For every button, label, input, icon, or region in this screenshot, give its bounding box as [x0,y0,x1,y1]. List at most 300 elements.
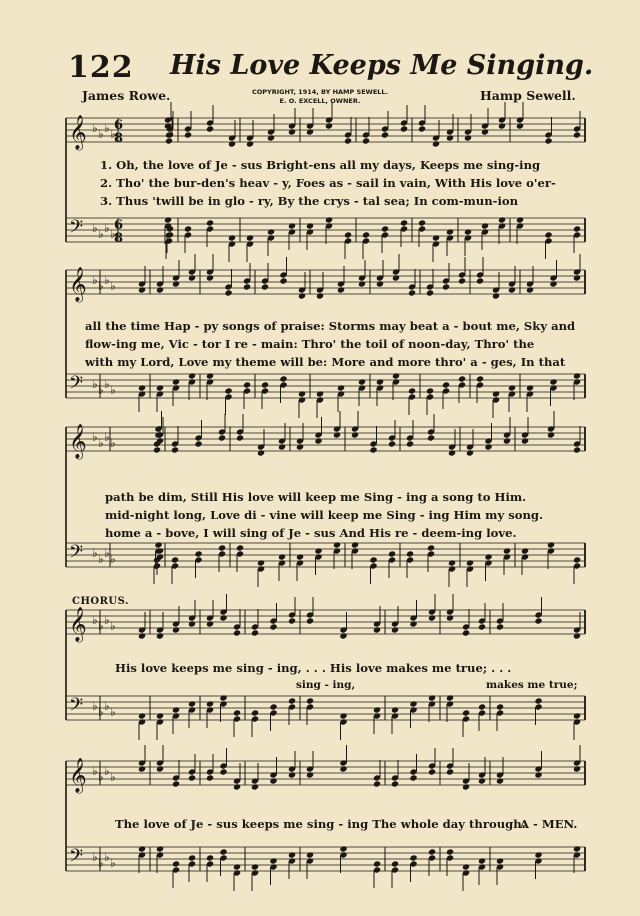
note-head [296,553,304,560]
note-head [426,289,434,296]
flat-sign: ♭ [98,279,104,293]
note-head [351,431,359,438]
note-head [427,434,435,441]
note-head [325,122,333,129]
note-head [344,137,352,144]
note-head [267,228,275,235]
note-head [369,446,377,453]
note-head [269,623,277,630]
note-head [503,437,511,444]
note-head [464,134,472,141]
note-head [165,137,173,144]
note-head [246,140,254,147]
treble-clef: 𝄞 [69,115,87,150]
note-head [138,845,146,852]
note-head [156,845,164,852]
note-head [188,774,196,781]
verse-2-line-1: 2. Tho' the bur-den's heav - y, Foes as - sail in vain, With His love o'er- [100,176,556,190]
note-head [236,544,244,551]
note-head [373,860,381,867]
note-head [257,449,265,456]
flat-sign: ♭ [104,546,110,560]
note-head [508,384,516,391]
note-head [351,541,359,548]
note-head [428,694,436,701]
note-head [156,712,164,719]
note-head [547,541,555,548]
note-head [464,228,472,235]
note-head [206,219,214,226]
chorus-line-1: His love keeps me sing - ing, . . . His love makes me true; . . . [115,661,512,675]
note-head [400,219,408,226]
note-head [298,390,306,397]
note-head [573,131,581,138]
flat-sign: ♭ [110,279,116,293]
note-head [462,629,470,636]
note-head [462,863,470,870]
note-head [496,703,504,710]
note-head [171,446,179,453]
note-head [462,709,470,716]
note-head [269,777,277,784]
flat-sign: ♭ [92,121,98,135]
note-head [427,544,435,551]
chorus-echo-2: makes me true; [486,679,578,691]
note-head [484,553,492,560]
flat-sign: ♭ [92,850,98,864]
note-head [446,848,454,855]
note-head [138,384,146,391]
note-head [261,283,269,290]
note-head [446,614,454,621]
note-head [251,629,259,636]
note-head [206,854,214,861]
flat-sign: ♭ [98,227,104,241]
chorus-echo-1: sing - ing, [296,679,356,691]
note-head [339,765,347,772]
flat-sign: ♭ [110,436,116,450]
note-head [521,547,529,554]
note-head [544,137,552,144]
note-head [481,128,489,135]
note-head [381,131,389,138]
note-head [373,780,381,787]
note-head [269,857,277,864]
note-head [409,854,417,861]
flat-sign: ♭ [104,699,110,713]
note-head [432,140,440,147]
chorus-line-2: The love of Je - sus keeps me sing - ing The whole day through. [115,817,526,831]
note-head [288,222,296,229]
note-head [466,559,474,566]
note-head [316,292,324,299]
note-head [206,372,214,379]
flat-sign: ♭ [92,273,98,287]
flat-sign: ♭ [92,377,98,391]
note-head [428,848,436,855]
note-head [358,280,366,287]
note-head [478,703,486,710]
flat-sign: ♭ [110,619,116,633]
note-head [534,617,542,624]
time-signature-bottom: 8 [114,131,124,146]
note-head [547,431,555,438]
flat-sign: ♭ [104,121,110,135]
note-head [172,706,180,713]
note-head [171,556,179,563]
note-head [418,219,426,226]
treble-clef: 𝄞 [69,424,87,459]
verse-1-line-2: all the time Hap - py songs of praise: Storms may beat a - bout me, Sky and [85,319,576,333]
note-head [154,541,162,548]
note-head [458,375,466,382]
flat-sign: ♭ [104,764,110,778]
note-head [314,437,322,444]
time-signature-bottom: 8 [114,231,124,246]
note-head [172,626,180,633]
note-head [278,553,286,560]
note-head [288,697,296,704]
note-head [333,431,341,438]
note-head [194,440,202,447]
note-head [288,617,296,624]
note-head [306,851,314,858]
note-head [261,381,269,388]
note-head [496,623,504,630]
note-head [388,550,396,557]
note-head [573,765,581,772]
note-head [288,128,296,135]
note-head [138,286,146,293]
note-head [228,140,236,147]
note-head [409,620,417,627]
flat-sign: ♭ [92,430,98,444]
note-head [573,274,581,281]
note-head [362,231,370,238]
note-head [219,694,227,701]
note-head [432,234,440,241]
verse-2-line-2: flow-ing me, Vic - tor I re - main: Thro' the toil of noon-day, Thro' the [85,337,535,351]
flat-sign: ♭ [110,552,116,566]
note-head [549,280,557,287]
note-head [526,286,534,293]
note-head [516,122,524,129]
flat-sign: ♭ [92,613,98,627]
note-head [224,387,232,394]
verse-3-line-1: 3. Thus 'twill be in glo - ry, By the crys - tal sea; In com-mun-ion [100,194,519,208]
flat-sign: ♭ [98,383,104,397]
time-signature-top: 6 [114,218,124,233]
note-head [138,765,146,772]
flat-sign: ♭ [104,273,110,287]
note-head [534,697,542,704]
flat-sign: ♭ [110,770,116,784]
note-head [306,617,314,624]
note-head [442,381,450,388]
note-head [194,550,202,557]
note-head [138,712,146,719]
note-head [516,216,524,223]
composer: Hamp Sewell. [480,88,576,103]
note-head [337,384,345,391]
note-head [573,632,581,639]
note-head [166,131,174,138]
note-head [233,783,241,790]
flat-sign: ♭ [92,546,98,560]
flat-sign: ♭ [104,377,110,391]
note-head [325,216,333,223]
note-head [446,694,454,701]
flat-sign: ♭ [104,613,110,627]
note-head [298,292,306,299]
treble-clef: 𝄞 [69,758,87,793]
bass-clef: 𝄢 [69,217,84,242]
note-head [188,372,196,379]
note-head [418,125,426,132]
note-head [233,863,241,870]
note-head [466,449,474,456]
note-head [153,446,161,453]
note-head [228,234,236,241]
note-head [526,384,534,391]
note-head [164,216,172,223]
flat-sign: ♭ [92,699,98,713]
note-head [358,378,366,385]
note-head [172,780,180,787]
note-head [573,556,581,563]
note-head [206,700,214,707]
flat-sign: ♭ [110,383,116,397]
note-head [481,222,489,229]
note-head [376,378,384,385]
note-head [478,857,486,864]
flat-sign: ♭ [98,856,104,870]
note-head [314,547,322,554]
note-head [448,449,456,456]
note-head [446,228,454,235]
note-head [446,134,454,141]
note-head [188,274,196,281]
note-head [219,768,227,775]
note-head [381,225,389,232]
note-head [391,626,399,633]
hymn-title: His Love Keeps Me Singing. [170,50,594,81]
note-head [496,777,504,784]
note-head [184,131,192,138]
note-head [333,541,341,548]
bass-clef: 𝄢 [69,542,84,567]
note-head [369,556,377,563]
note-head [492,292,500,299]
flat-sign: ♭ [92,221,98,235]
flat-sign: ♭ [110,227,116,241]
hymn-number: 122 [68,50,134,85]
note-head [503,547,511,554]
note-head [288,771,296,778]
flat-sign: ♭ [98,770,104,784]
note-head [442,283,450,290]
note-head [316,390,324,397]
note-head [573,372,581,379]
note-head [156,384,164,391]
note-head [156,632,164,639]
bass-clef: 𝄢 [69,373,84,398]
treble-clef: 𝄞 [69,607,87,642]
verse-1-line-3: path be dim, Still His love will keep me Sing - ing a song to Him. [105,490,527,504]
bass-clef: 𝄢 [69,846,84,871]
note-head [476,277,484,284]
amen: A - MEN. [520,817,578,831]
note-head [534,851,542,858]
flat-sign: ♭ [98,552,104,566]
note-head [156,765,164,772]
flat-sign: ♭ [110,705,116,719]
note-head [243,381,251,388]
flat-sign: ♭ [98,436,104,450]
note-head [188,854,196,861]
note-head [206,620,214,627]
note-head [498,122,506,129]
flat-sign: ♭ [98,127,104,141]
flat-sign: ♭ [104,221,110,235]
flat-sign: ♭ [110,127,116,141]
note-head [306,771,314,778]
flat-sign: ♭ [104,430,110,444]
note-head [508,286,516,293]
note-head [233,709,241,716]
note-head [206,125,214,132]
note-head [339,845,347,852]
note-head [172,860,180,867]
note-head [534,771,542,778]
note-head [573,845,581,852]
copyright-notice: COPYRIGHT, 1914, BY HAMP SEWELL. E. O. EXCELL, OWNER. [251,88,389,105]
note-head [288,851,296,858]
note-head [428,768,436,775]
note-head [188,700,196,707]
note-head [279,375,287,382]
note-head [296,443,304,450]
note-head [251,783,259,790]
note-head [337,286,345,293]
note-head [408,289,416,296]
note-head [251,863,259,870]
note-head [219,614,227,621]
verse-3-line-2: with my Lord, Love my theme will be: More and more thro' a - ges, In that [85,355,566,369]
note-head [278,443,286,450]
note-head [257,559,265,566]
note-head [521,437,529,444]
verse-3-line-3: home a - bove, I will sing of Je - sus And His re - deem-ing love. [105,526,517,540]
note-head [406,550,414,557]
note-head [573,225,581,232]
note-head [339,712,347,719]
note-head [236,434,244,441]
note-head [243,283,251,290]
note-head [246,234,254,241]
flat-sign: ♭ [98,705,104,719]
note-head [184,225,192,232]
note-head [218,544,226,551]
flat-sign: ♭ [92,764,98,778]
note-head [406,440,414,447]
note-head [428,614,436,621]
time-signature-top: 6 [114,118,124,133]
note-head [392,274,400,281]
chorus-label: CHORUS. [72,596,129,607]
note-head [549,378,557,385]
flat-sign: ♭ [98,619,104,633]
note-head [544,231,552,238]
note-head [224,289,232,296]
note-head [269,703,277,710]
note-head [391,860,399,867]
lyricist: James Rowe. [82,88,171,103]
note-head [496,857,504,864]
note-head [476,375,484,382]
note-head [573,712,581,719]
note-head [306,697,314,704]
note-head [138,632,146,639]
flat-sign: ♭ [104,850,110,864]
note-head [373,626,381,633]
note-head [172,280,180,287]
note-head [267,134,275,141]
note-head [392,372,400,379]
note-head [478,623,486,630]
note-head [206,774,214,781]
note-head [279,277,287,284]
note-head [498,216,506,223]
note-head [218,434,226,441]
note-head [478,777,486,784]
note-head [448,559,456,566]
note-head [376,280,384,287]
note-head [409,774,417,781]
note-head [172,378,180,385]
note-head [388,440,396,447]
note-head [484,443,492,450]
treble-clef: 𝄞 [69,267,87,302]
note-head [462,783,470,790]
note-head [373,706,381,713]
note-head [426,387,434,394]
note-head [233,629,241,636]
bass-clef: 𝄢 [69,695,84,720]
note-head [188,620,196,627]
note-head [446,768,454,775]
note-head [409,700,417,707]
note-head [458,277,466,284]
note-head [206,274,214,281]
verse-1-line-1: 1. Oh, the love of Je - sus Bright-ens all my days, Keeps me sing-ing [100,158,541,172]
note-head [391,780,399,787]
note-head [573,446,581,453]
note-head [156,286,164,293]
verse-2-line-3: mid-night long, Love di - vine will keep me Sing - ing Him my song. [105,508,544,522]
note-head [219,848,227,855]
note-head [492,390,500,397]
note-head [339,632,347,639]
note-head [362,137,370,144]
note-head [344,231,352,238]
note-head [251,709,259,716]
note-head [408,387,416,394]
flat-sign: ♭ [110,856,116,870]
note-head [306,128,314,135]
note-head [391,706,399,713]
note-head [306,222,314,229]
